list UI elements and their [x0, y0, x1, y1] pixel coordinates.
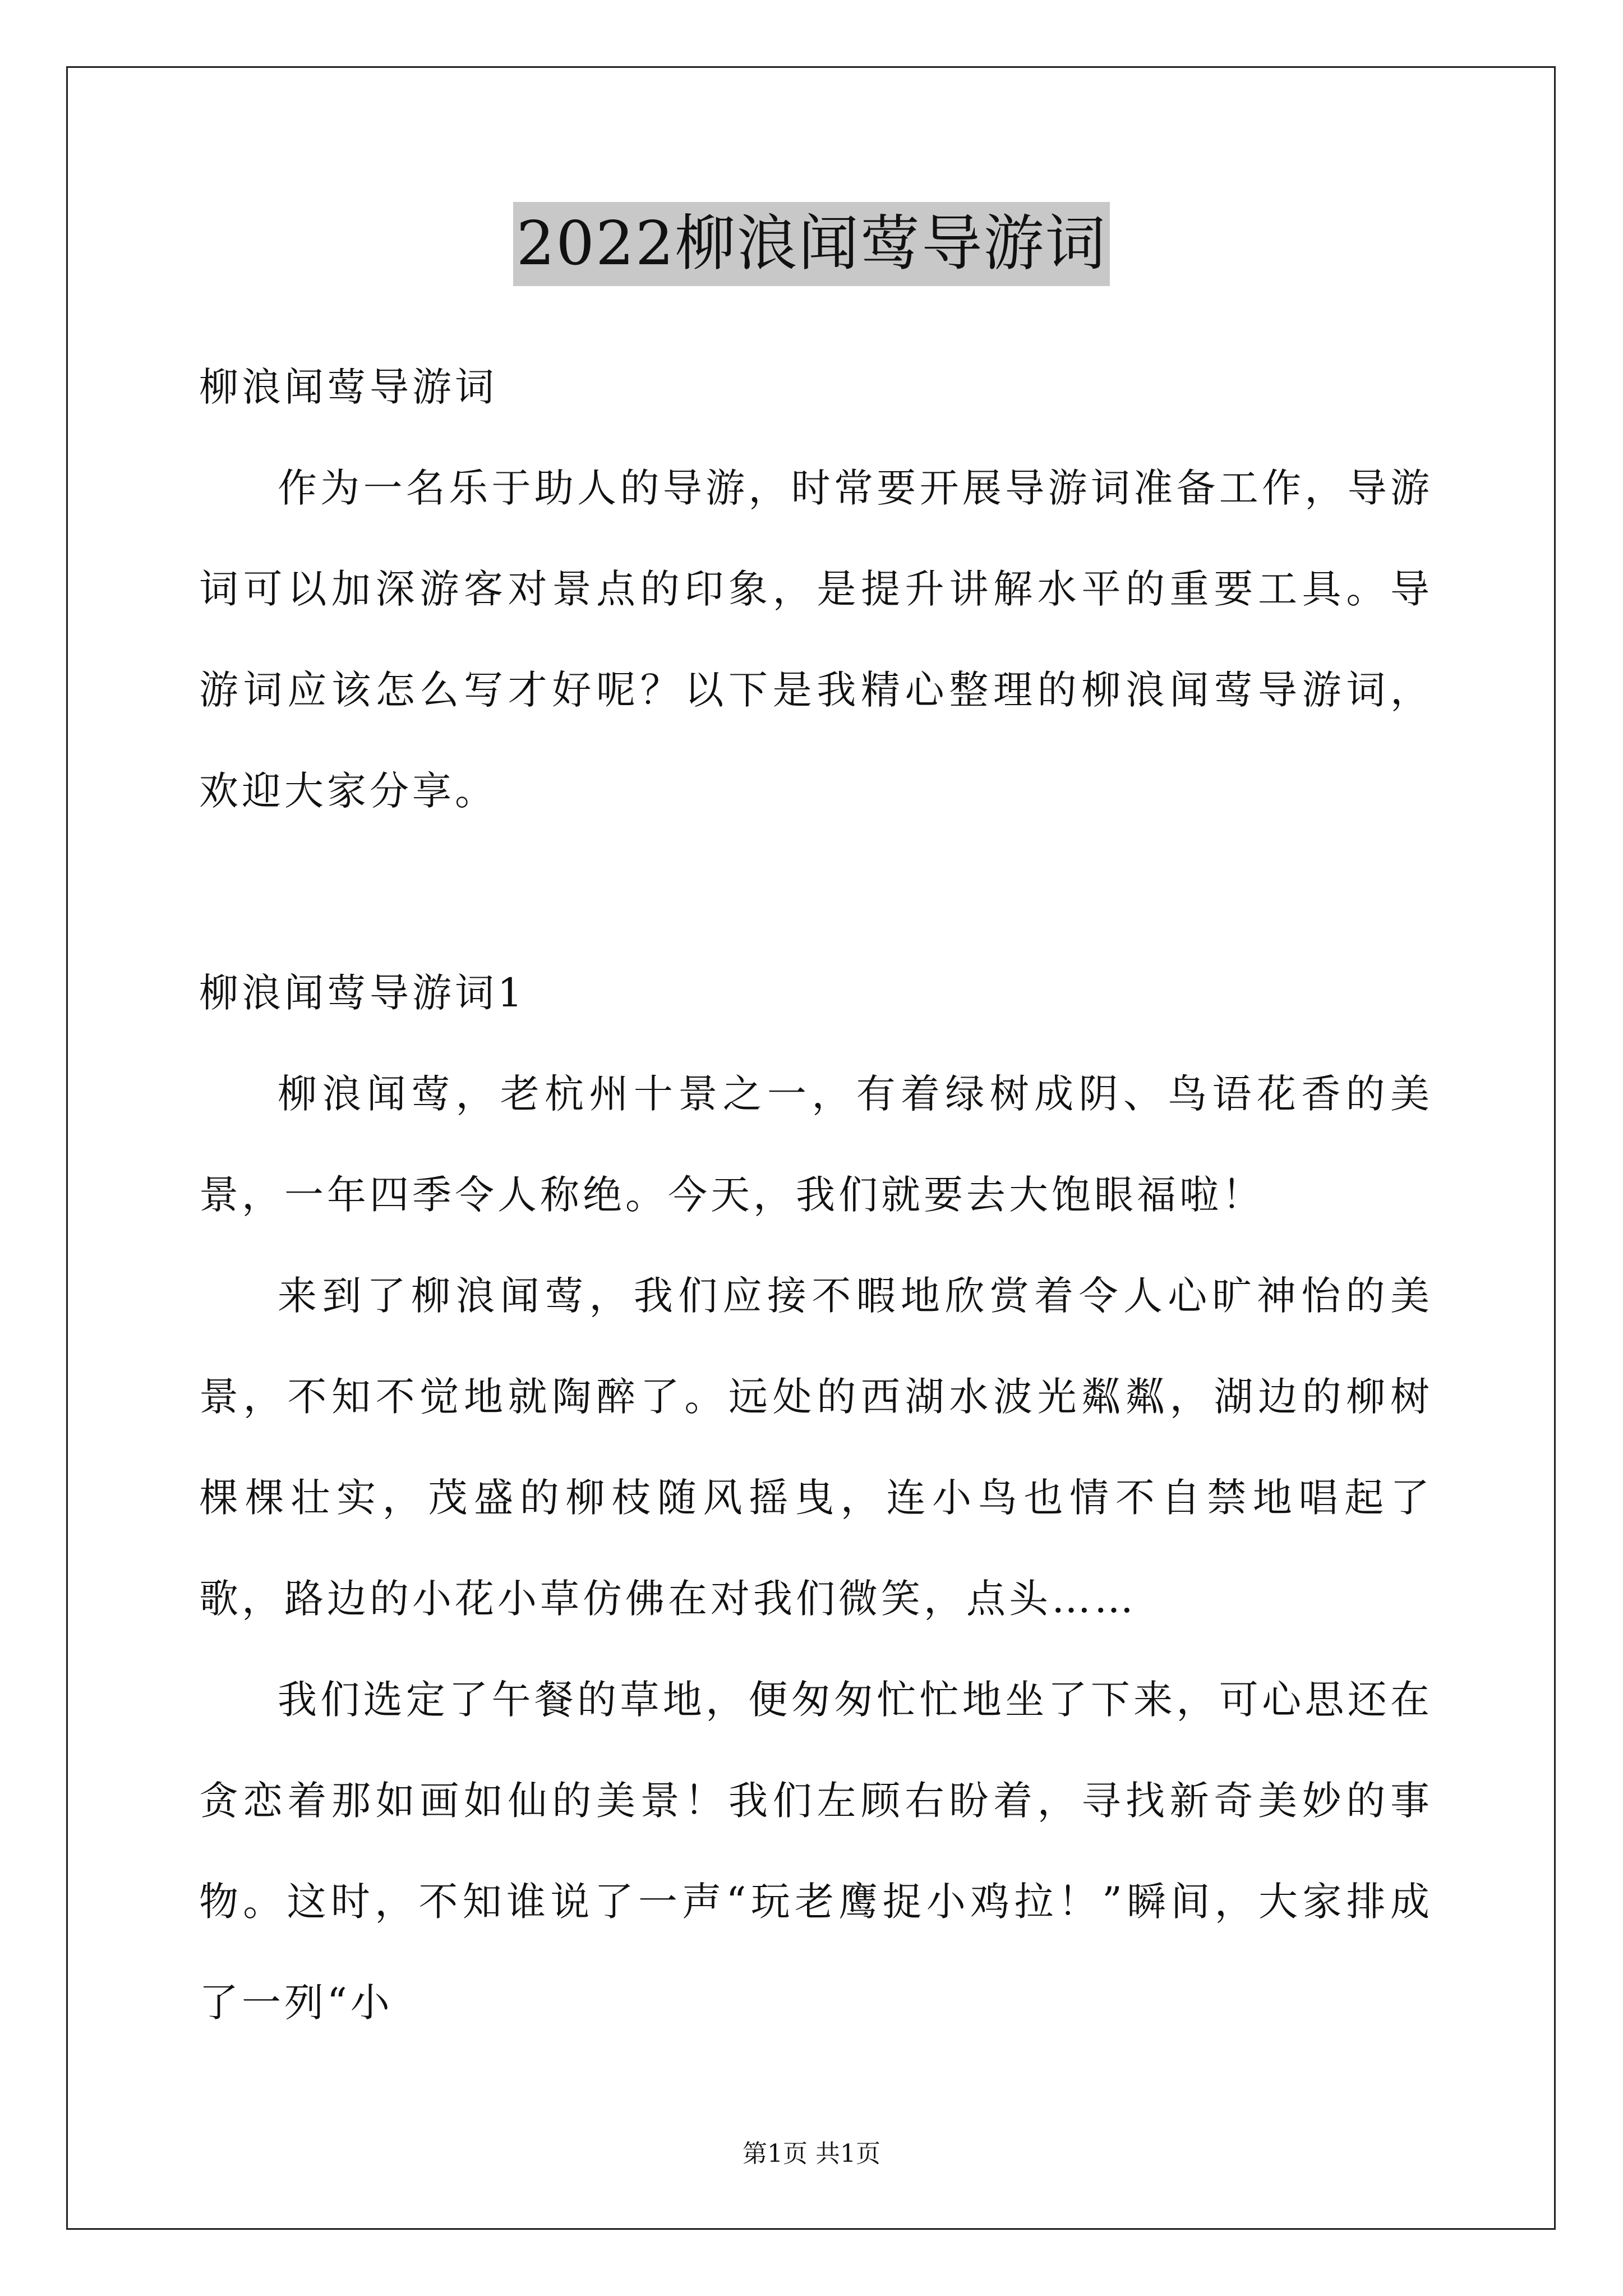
intro-paragraph: 作为一名乐于助人的导游，时常要开展导游词准备工作，导游词可以加深游客对景点的印象，是提升讲解水平的重要工具。导游词应该怎么写才好呢？以下是我精心整理的柳浪闻莺导游词，欢迎大家分享。: [199, 465, 1433, 814]
section-title: 柳浪闻莺导游词1: [199, 970, 526, 1016]
section-spacer: [199, 841, 1433, 942]
title-container: [0, 202, 1623, 286]
body-paragraph-1: 柳浪闻莺，老杭州十景之一，有着绿树成阴、鸟语花香的美景，一年四季令人称绝。今天，我们就要去大饱眼福啦！: [199, 1071, 1433, 1218]
body-paragraph-3: 我们选定了午餐的草地，便匆匆忙忙地坐了下来，可心思还在贪恋着那如画如仙的美景！我们左顾右盼着，寻找新奇美妙的事物。这时，不知谁说了一声“玩老鹰捉小鸡拉！”瞬间，大家排成了一列“小: [199, 1677, 1433, 2026]
body-paragraph-2: 来到了柳浪闻莺，我们应接不暇地欣赏着令人心旷神怡的美景，不知不觉地就陶醉了。远处的西湖水波光粼粼，湖边的柳树棵棵壮实，茂盛的柳枝随风摇曳，连小鸟也情不自禁地唱起了歌，路边的小花小草仿佛在对我们微笑，点头……: [199, 1273, 1433, 1622]
document-title: 2022柳浪闻莺导游词: [513, 202, 1110, 286]
document-heading: 柳浪闻莺导游词: [199, 364, 497, 410]
page-number-footer: 第1页 共1页: [743, 2139, 880, 2168]
document-body: [199, 337, 1433, 2053]
